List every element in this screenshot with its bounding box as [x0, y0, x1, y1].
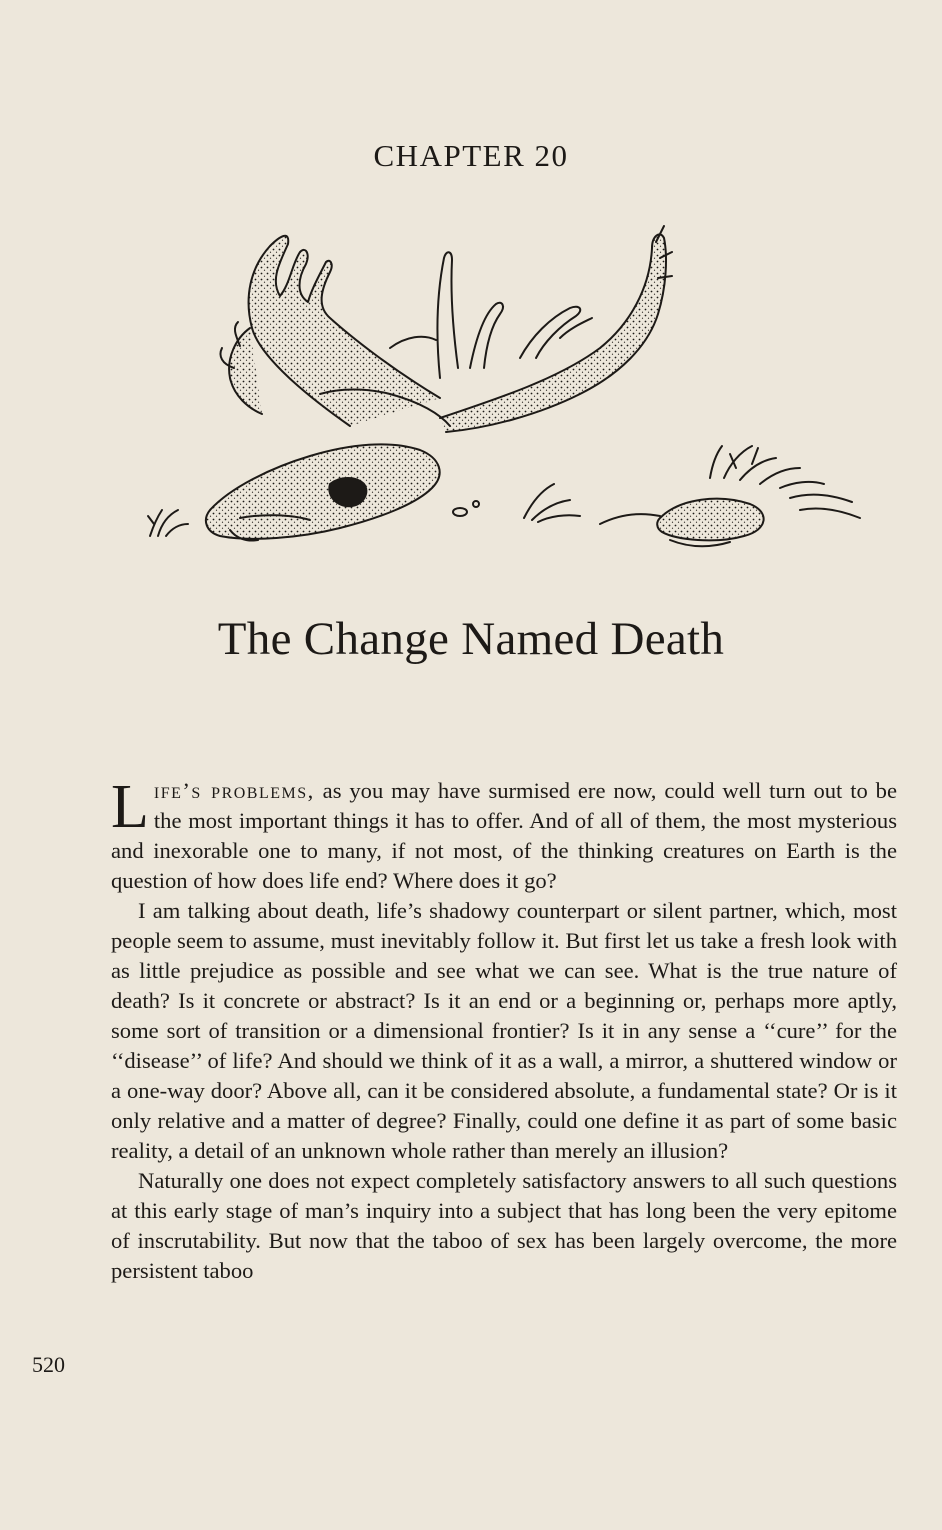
drop-cap: L [111, 773, 149, 841]
paragraph-2: I am talking about death, life’s shadowy counterpart or silent partner, which, most people seem to assume, must inevitably follow it. But first let us take a fresh look with as little prejudice as possible and see what we can see. What is the true nature of death? Is it concrete or abstract? Is it an end or a beginning or, perhaps more aptly, some sort of transition or a dimensional frontier? Is it in any sense a ‘‘cure’’ for the ‘‘disease’’ of life? And should we think of it as a wall, a mirror, a shuttered window or a one-way door? Above all, can it be considered absolute, a fundamental state? Or is it only relative and a matter of degree? Finally, could one define it as part of some basic reality, a detail of an unknown whole rather than merely an illusion? [111, 898, 897, 1163]
rock [657, 499, 763, 541]
skull [206, 444, 440, 538]
page-number: 520 [32, 1352, 65, 1377]
paragraph-1 [111, 773, 897, 896]
left-antler [249, 236, 440, 426]
chapter-heading: CHAPTER 20 [373, 138, 569, 173]
skull-and-antlers-illustration [140, 218, 870, 554]
lead-smallcaps: ife’s problems, [153, 778, 315, 803]
chapter-title: The Change Named Death [217, 613, 725, 665]
paragraph-1-text: as you may have surmised ere now, could well turn out to be the most important things it has to offer. And of all of them, the most mysterious and inexorable one to many, if not most, of the thinking creatures on Earth is the question of how does life end? Where does it go? [111, 778, 897, 893]
right-antler [440, 234, 666, 432]
body-text [111, 773, 897, 1286]
paragraph-3: Naturally one does not expect completely satisfactory answers to all such questions at this early stage of man’s inquiry into a subject that has long been the very epitome of inscrutability. But now that the taboo of sex has been largely overcome, the more persistent taboo [111, 1168, 897, 1283]
